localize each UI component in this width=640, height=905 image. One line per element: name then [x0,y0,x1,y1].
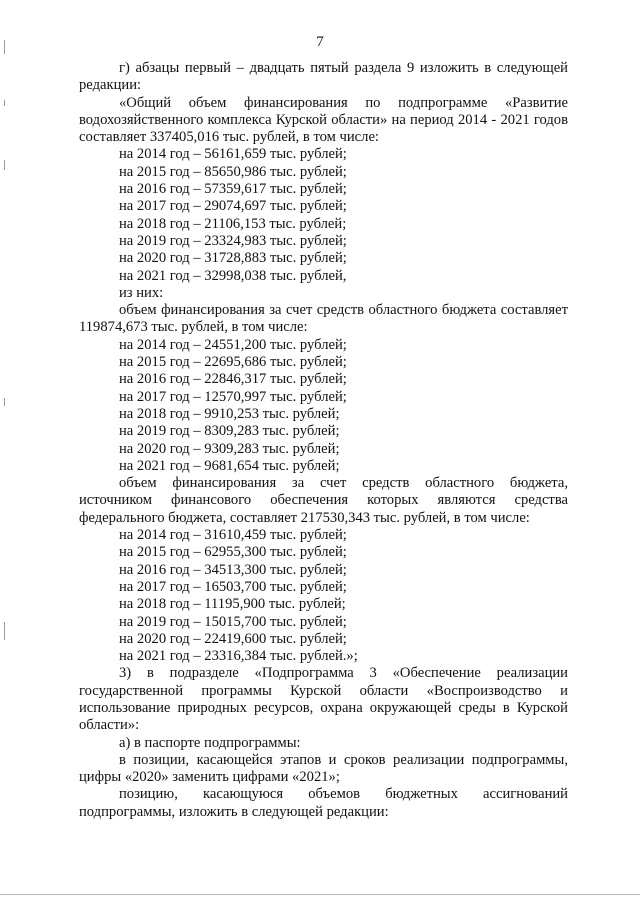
list-item: на 2017 год – 12570,997 тыс. рублей; [119,388,347,405]
list-item: на 2021 год – 23316,384 тыс. рублей.»; [119,648,358,665]
list-item: на 2015 год – 62955,300 тыс. рублей; [119,544,347,561]
list-item: на 2019 год – 23324,983 тыс. рублей; [119,232,347,249]
list-item: на 2018 год – 21106,153 тыс. рублей; [119,215,347,232]
regional-funding-paragraph: объем финансирования за счет средств областного бюджета составляет 119874,673 тыс. рублей, в том числе: [79,302,568,336]
list-item: на 2015 год – 22695,686 тыс. рублей; [119,354,347,371]
list-item: на 2018 год – 9910,253 тыс. рублей; [119,405,340,422]
list-item: на 2020 год – 22419,600 тыс. рублей; [119,630,347,647]
list-item: на 2020 год – 9309,283 тыс. рублей; [119,440,340,457]
bottom-scan-edge [0,894,640,895]
passport-line: а) в паспорте подпрограммы: [119,734,301,751]
list-item: на 2018 год – 11195,900 тыс. рублей; [119,596,346,613]
regional-years-list [79,337,568,475]
federal-funding-paragraph: объем финансирования за счет средств областного бюджета, источником финансового обеспечения которых являются средства федерального бюджета, составляет 217530,343 тыс. рублей, в том числе: [79,475,568,526]
list-item: на 2019 год – 15015,700 тыс. рублей; [119,613,347,630]
list-item: на 2014 год – 56161,659 тыс. рублей; [119,146,347,163]
intro-paragraph: г) абзацы первый – двадцать пятый раздела 9 изложить в следующей редакции: [79,60,568,94]
list-item: на 2017 год – 29074,697 тыс. рублей; [119,198,347,215]
list-item: на 2015 год – 85650,986 тыс. рублей; [119,163,347,180]
list-item: на 2014 год – 24551,200 тыс. рублей; [119,336,347,353]
list-item: на 2016 год – 22846,317 тыс. рублей; [119,371,347,388]
scan-margin-marks [4,0,12,905]
list-item: на 2020 год – 31728,883 тыс. рублей; [119,250,347,267]
from-them-label: из них: [119,284,164,301]
list-item: на 2016 год – 57359,617 тыс. рублей; [119,181,347,198]
federal-years-list [79,527,568,665]
list-item: на 2021 год – 32998,038 тыс. рублей, [119,267,347,284]
list-item: на 2016 год – 34513,300 тыс. рублей; [119,561,347,578]
section-3-paragraph: 3) в подразделе «Подпрограмма 3 «Обеспечение реализации государственной программы Курской области «Воспроизводство и использование природных ресурсов, охрана окружающей среды в Курской области»: [79,665,568,734]
list-item: на 2019 год – 8309,283 тыс. рублей; [119,423,340,440]
last-paragraph: позицию, касающуюся объемов бюджетных ассигнований подпрограммы, изложить в следующей редакции: [79,786,568,820]
page-number: 7 [316,34,324,50]
list-item: на 2021 год – 9681,654 тыс. рублей; [119,457,340,474]
document-body [79,60,568,821]
total-funding-paragraph: «Общий объем финансирования по подпрограмме «Развитие водохозяйственного комплекса Курской области» на период 2014 - 2021 годов составляет 337405,016 тыс. рублей, в том числе: [79,94,568,146]
list-item: на 2017 год – 16503,700 тыс. рублей; [119,578,347,595]
list-item: на 2014 год – 31610,459 тыс. рублей; [119,527,347,544]
total-years-list [79,146,568,284]
position-paragraph: в позиции, касающейся этапов и сроков реализации подпрограммы, цифры «2020» заменить цифрами «2021»; [79,751,568,786]
